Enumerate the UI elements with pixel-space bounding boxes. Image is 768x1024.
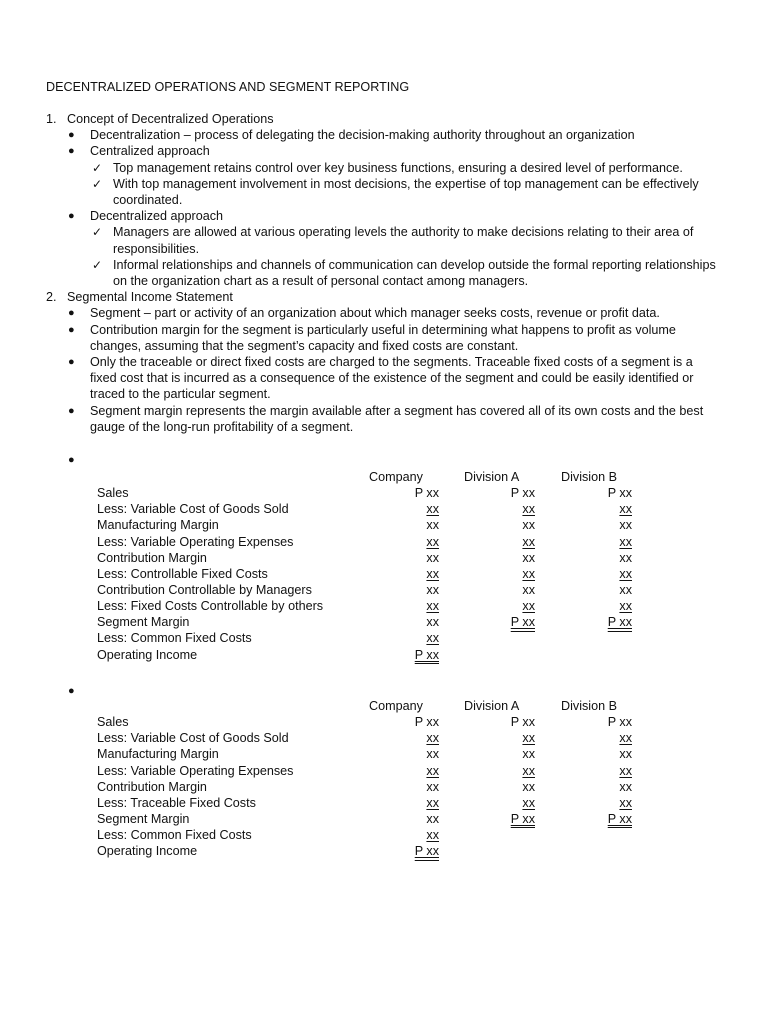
cell-value: xx — [522, 795, 535, 810]
bullet-item — [46, 403, 722, 435]
checkmark-icon: ✓ — [92, 257, 103, 272]
segmental-income-statement-2 — [97, 698, 657, 859]
cell-value: P xx — [607, 486, 632, 501]
cell-value: P xx — [607, 811, 632, 826]
cell-value: xx — [522, 582, 535, 597]
bullet-text: Segment – part or activity of an organization about which manager seeks costs, revenue or profit data. — [90, 306, 660, 321]
row-label: Less: Variable Operating Expenses — [97, 534, 294, 549]
bullet-item — [46, 127, 722, 143]
cell-value: xx — [619, 534, 632, 549]
section-number: 1. — [46, 112, 57, 126]
check-item — [46, 224, 722, 256]
column-header: Company — [369, 470, 423, 484]
check-text: With top management involvement in most decisions, the expertise of top management can be effectively coordinated. — [113, 176, 699, 208]
bullet-text: Decentralization – process of delegating the decision-making authority throughout an organization — [90, 128, 635, 143]
cell-value: xx — [522, 599, 535, 614]
bullet-item — [46, 305, 722, 321]
table-row — [97, 811, 657, 827]
cell-value: xx — [522, 550, 535, 565]
checkmark-icon: ✓ — [92, 176, 103, 191]
bullet-text: Decentralized approach — [90, 209, 224, 224]
cell-value: xx — [426, 502, 439, 517]
cell-value: xx — [619, 502, 632, 517]
row-label: Less: Common Fixed Costs — [97, 631, 252, 646]
bullet-icon: ● — [68, 323, 75, 336]
cell-value: xx — [426, 534, 439, 549]
checkmark-icon: ✓ — [92, 160, 103, 175]
table-row — [97, 763, 657, 779]
table-row — [97, 746, 657, 762]
check-text: Top management retains control over key business functions, ensuring a desired level of performance. — [113, 160, 683, 175]
cell-value: xx — [619, 747, 632, 762]
cell-value: xx — [426, 631, 439, 646]
cell-value: xx — [522, 502, 535, 517]
cell-value: P xx — [510, 811, 535, 826]
cell-value: xx — [619, 550, 632, 565]
table-row — [97, 714, 657, 730]
check-item — [46, 160, 722, 176]
row-label: Less: Variable Cost of Goods Sold — [97, 502, 289, 517]
section-1 — [46, 111, 722, 127]
table-row — [97, 795, 657, 811]
check-text: Managers are allowed at various operating levels the authority to make decisions relating to their area of responsibilities. — [113, 225, 694, 256]
checkmark-icon: ✓ — [92, 225, 103, 240]
cell-value: xx — [522, 763, 535, 778]
cell-value: xx — [426, 811, 439, 826]
row-label: Less: Fixed Costs Controllable by others — [97, 599, 324, 614]
table-row — [97, 647, 657, 663]
bullet-text: Only the traceable or direct fixed costs are charged to the segments. Traceable fixed costs of a segment is a fixed cost that is incurred as a consequence of the existence of the segment and could be easily identified or traced to the particular segment. — [90, 355, 694, 402]
cell-value: xx — [426, 518, 439, 533]
cell-value: xx — [522, 518, 535, 533]
bullet-text: Contribution margin for the segment is particularly useful in determining what happens to profit as volume changes, assuming that the segment’s capacity and fixed costs are constant. — [90, 322, 676, 353]
row-label: Manufacturing Margin — [97, 747, 219, 762]
cell-value: xx — [522, 747, 535, 762]
cell-value: xx — [426, 599, 439, 614]
cell-value: xx — [522, 534, 535, 549]
cell-value: P xx — [414, 844, 439, 859]
cell-value: xx — [426, 550, 439, 565]
column-header: Division B — [561, 699, 617, 713]
section-2 — [46, 289, 722, 305]
row-label: Segment Margin — [97, 811, 190, 826]
bullet-item — [46, 143, 722, 159]
table-row — [97, 630, 657, 646]
table-row — [97, 582, 657, 598]
cell-value: P xx — [414, 647, 439, 662]
row-label: Contribution Margin — [97, 550, 207, 565]
cell-value: xx — [426, 795, 439, 810]
cell-value: xx — [426, 828, 439, 843]
cell-value: P xx — [607, 715, 632, 730]
cell-value: xx — [619, 795, 632, 810]
row-label: Contribution Margin — [97, 779, 207, 794]
check-text: Informal relationships and channels of communication can develop outside the formal reporting relationships on the organization chart as a result of personal contact among managers. — [113, 257, 716, 289]
bullet-text: Centralized approach — [90, 144, 210, 159]
cell-value: xx — [426, 731, 439, 746]
column-header: Division A — [464, 699, 520, 713]
cell-value: xx — [426, 747, 439, 762]
cell-value: P xx — [510, 715, 535, 730]
bullet-item — [46, 354, 722, 403]
table-row — [97, 485, 657, 501]
row-label: Sales — [97, 715, 129, 730]
table-row — [97, 614, 657, 630]
row-label: Segment Margin — [97, 615, 190, 630]
bullet-icon: ● — [68, 454, 75, 466]
outline — [46, 111, 722, 435]
row-label: Contribution Controllable by Managers — [97, 582, 312, 597]
cell-value: xx — [522, 731, 535, 746]
cell-value: xx — [522, 779, 535, 794]
cell-value: xx — [619, 779, 632, 794]
cell-value: P xx — [414, 715, 439, 730]
table-row — [97, 517, 657, 533]
bullet-text: Segment margin represents the margin available after a segment has covered all of its own costs and the best gauge of the long-run profitability of a segment. — [90, 403, 704, 434]
cell-value: P xx — [510, 486, 535, 501]
row-label: Manufacturing Margin — [97, 518, 219, 533]
cell-value: xx — [522, 566, 535, 581]
table-header-row — [97, 698, 657, 714]
table-row — [97, 730, 657, 746]
cell-value: xx — [619, 582, 632, 597]
table-header-row — [97, 469, 657, 485]
table-row — [97, 534, 657, 550]
check-item — [46, 257, 722, 289]
table-row — [97, 501, 657, 517]
table-row — [97, 566, 657, 582]
section-number: 2. — [46, 290, 57, 305]
bullet-icon: ● — [68, 356, 75, 369]
row-label: Less: Controllable Fixed Costs — [97, 566, 268, 581]
cell-value: xx — [426, 763, 439, 778]
row-label: Less: Variable Cost of Goods Sold — [97, 731, 289, 746]
document-title: DECENTRALIZED OPERATIONS AND SEGMENT REPORTING — [46, 80, 410, 94]
table-row — [97, 779, 657, 795]
cell-value: xx — [619, 731, 632, 746]
cell-value: xx — [619, 566, 632, 581]
bullet-icon: ● — [68, 145, 75, 158]
bullet-icon: ● — [68, 129, 75, 142]
table-row — [97, 598, 657, 614]
row-label: Operating Income — [97, 844, 198, 859]
cell-value: xx — [619, 763, 632, 778]
cell-value: P xx — [414, 486, 439, 501]
bullet-icon: ● — [68, 685, 75, 697]
row-label: Less: Common Fixed Costs — [97, 828, 252, 843]
table-row — [97, 827, 657, 843]
cell-value: xx — [426, 779, 439, 794]
table-row — [97, 550, 657, 566]
bullet-item — [46, 322, 722, 354]
bullet-icon: ● — [68, 307, 75, 320]
cell-value: xx — [426, 615, 439, 630]
cell-value: xx — [426, 582, 439, 597]
cell-value: P xx — [607, 615, 632, 630]
column-header: Division B — [561, 470, 617, 484]
segmental-income-statement-1 — [97, 469, 657, 663]
row-label: Less: Variable Operating Expenses — [97, 763, 294, 778]
bullet-icon: ● — [68, 210, 75, 223]
section-heading: Concept of Decentralized Operations — [67, 112, 274, 126]
check-item — [46, 176, 722, 208]
column-header: Company — [369, 699, 423, 713]
column-header: Division A — [464, 470, 520, 484]
cell-value: P xx — [510, 615, 535, 630]
row-label: Less: Traceable Fixed Costs — [97, 795, 256, 810]
cell-value: xx — [619, 518, 632, 533]
bullet-item — [46, 208, 722, 224]
table-row — [97, 843, 657, 859]
bullet-icon: ● — [68, 404, 75, 417]
row-label: Operating Income — [97, 647, 198, 662]
cell-value: xx — [619, 599, 632, 614]
section-heading: Segmental Income Statement — [67, 290, 233, 305]
cell-value: xx — [426, 566, 439, 581]
row-label: Sales — [97, 486, 129, 501]
